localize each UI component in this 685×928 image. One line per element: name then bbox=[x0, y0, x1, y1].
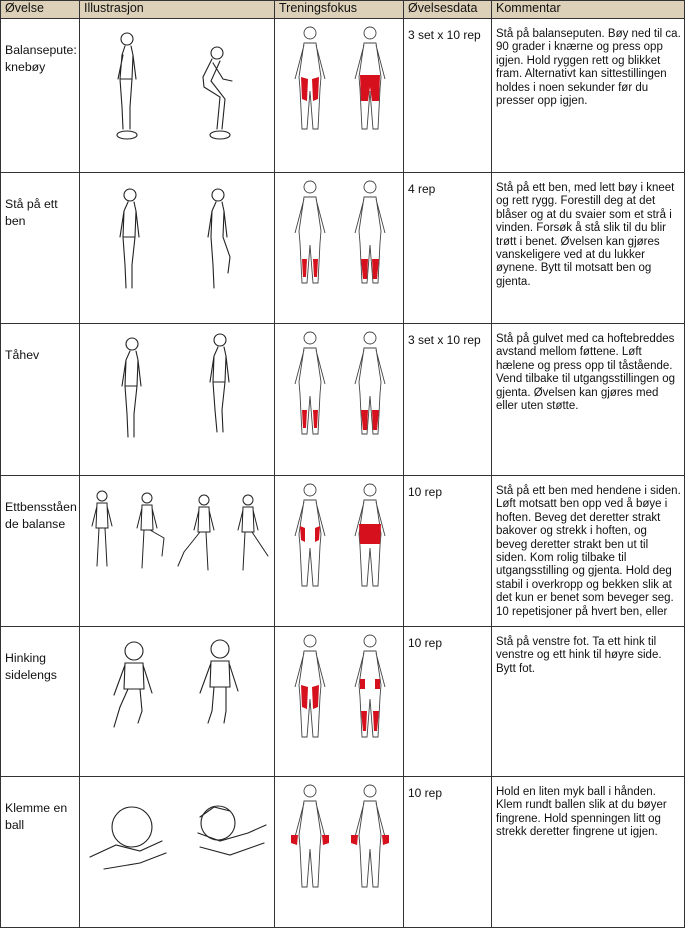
body-back bbox=[355, 27, 385, 129]
table-row bbox=[1, 476, 685, 627]
header-data: Øvelsesdata bbox=[404, 1, 492, 19]
exercise-comment: Stå på balanseputen. Bøy ned til ca. 90 grader i knærne og press opp igjen. Hold ryggen rett og blikket fram. Alternativt kan sittestillingen holdes i noen sekunder før du presser opp igjen. bbox=[492, 19, 685, 173]
illustration-calf-raise bbox=[80, 324, 275, 476]
exercise-name: Ettbensståen de balanse bbox=[1, 476, 80, 627]
exercise-comment: Stå på ett ben, med lett bøy i kneet og rett rygg. Forestill deg at det blåser og at du svaier som et strå i vinden. Forsøk å stå slik til du blir trøtt i benet. Øvelsen kan gjøres vanskeligere ved at du lukker øynene. Bytt til motsatt ben og gjenta. bbox=[492, 173, 685, 324]
training-focus-squat bbox=[275, 19, 404, 173]
header-illustration: Illustrasjon bbox=[80, 1, 275, 19]
table-row bbox=[1, 324, 685, 476]
exercise-data: 10 rep bbox=[404, 627, 492, 777]
exercise-comment: Stå på venstre fot. Ta ett hink til venstre og ett hink til høyre side. Bytt fot. bbox=[492, 627, 685, 777]
table-row bbox=[1, 19, 685, 173]
exercise-name: Klemme en ball bbox=[1, 777, 80, 928]
exercise-comment: Stå på ett ben med hendene i siden. Løft motsatt ben opp ved å bøye i hoften. Beveg det deretter strakt bakover og strekk i hoften, og beveg deretter strakt ben ut til siden. Kom rolig tilbake til utgangsstilling og gjenta. Hold deg stabil i overkropp og bekken slik at det kun er benet som beveger seg. 10 repetisjoner på hvert ben, eller bbox=[492, 476, 685, 627]
illustration-squat bbox=[80, 19, 275, 173]
exercise-data: 3 set x 10 rep bbox=[404, 324, 492, 476]
training-focus-one-leg bbox=[275, 173, 404, 324]
exercise-comment: Stå på gulvet med ca hoftebreddes avstand mellom føttene. Løft hælene og press opp til tåstående. Vend tilbake til utgangsstillingen og gjenta. Øvelsen kan gjøres med eller uten støtte. bbox=[492, 324, 685, 476]
illustration-one-leg bbox=[80, 173, 275, 324]
training-focus-ball-squeeze bbox=[275, 777, 404, 928]
exercise-name: Balansepute: knebøy bbox=[1, 19, 80, 173]
illustration-single-leg-balance bbox=[80, 476, 275, 627]
illustration-ball-squeeze bbox=[80, 777, 275, 928]
illustration-side-hop bbox=[80, 627, 275, 777]
exercise-data: 3 set x 10 rep bbox=[404, 19, 492, 173]
exercise-comment: Hold en liten myk ball i hånden. Klem rundt ballen slik at du bøyer fingrene. Hold spenningen litt og strekk deretter fingrene ut igjen. bbox=[492, 777, 685, 928]
exercise-name: Hinking sidelengs bbox=[1, 627, 80, 777]
header-focus: Treningsfokus bbox=[275, 1, 404, 19]
exercise-name: Stå på ett ben bbox=[1, 173, 80, 324]
training-focus-single-leg-balance bbox=[275, 476, 404, 627]
table-row bbox=[1, 777, 685, 928]
header-exercise: Øvelse bbox=[1, 1, 80, 19]
exercise-data: 4 rep bbox=[404, 173, 492, 324]
exercise-data: 10 rep bbox=[404, 476, 492, 627]
training-focus-side-hop bbox=[275, 627, 404, 777]
exercise-data: 10 rep bbox=[404, 777, 492, 928]
header-comment: Kommentar bbox=[492, 1, 685, 19]
table-row bbox=[1, 173, 685, 324]
exercise-name: Tåhev bbox=[1, 324, 80, 476]
header-row bbox=[1, 1, 685, 19]
table-row bbox=[1, 627, 685, 777]
body-front bbox=[295, 27, 325, 129]
training-focus-calf-raise bbox=[275, 324, 404, 476]
